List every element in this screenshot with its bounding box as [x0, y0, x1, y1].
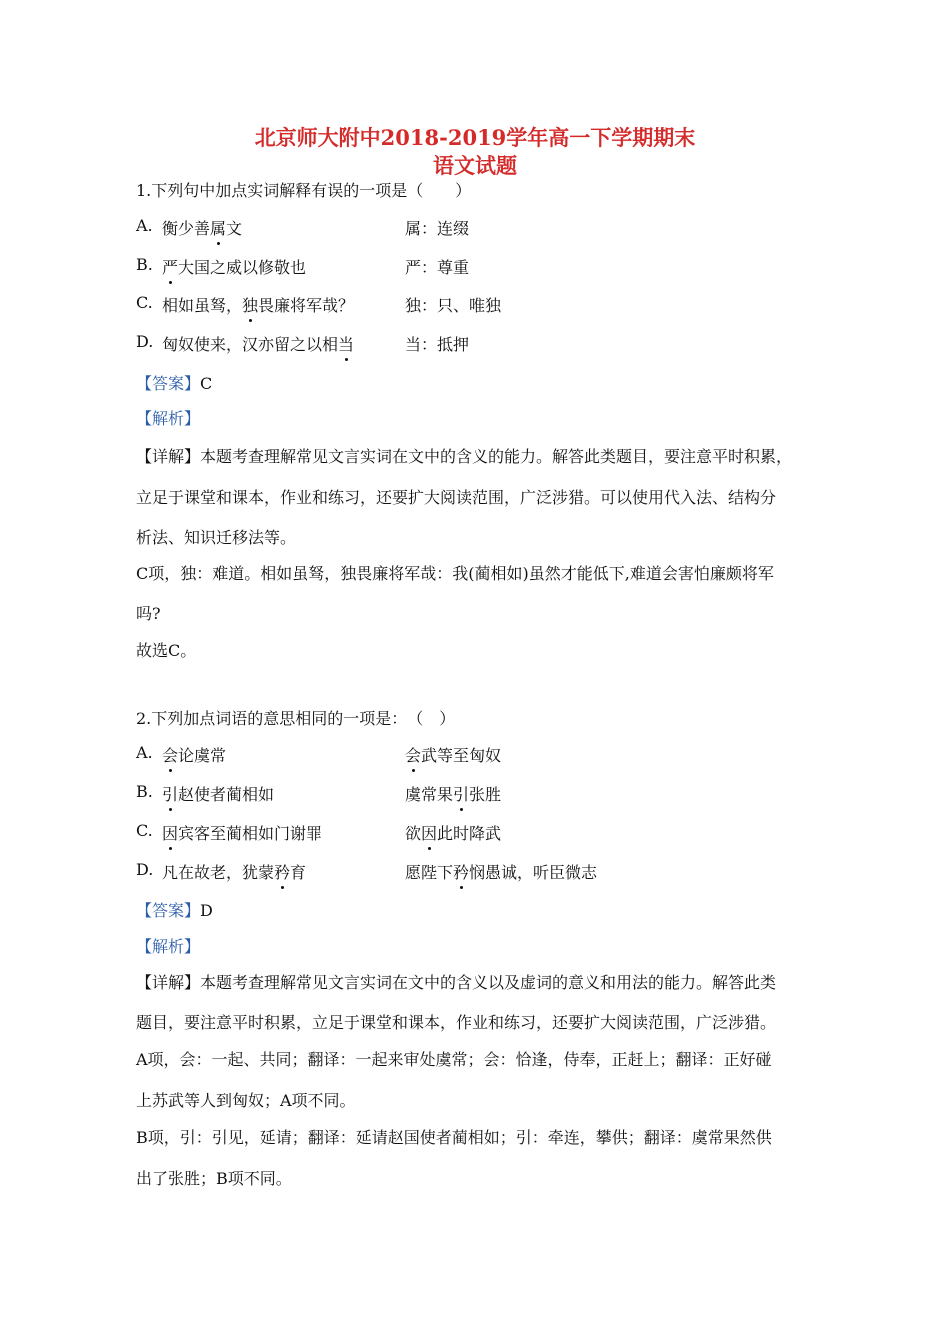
doc-subtitle: 语文试题 — [433, 153, 517, 178]
q1-option-b-text — [162, 255, 306, 278]
q2-option-d-right-post: 悯愚诚，听臣微志 — [469, 863, 598, 882]
q2-option-c-label: C. — [136, 821, 153, 840]
q1-explain-line-1: C项，独：难道。相如虽驽，独畏廉将军哉：我(蔺相如)虽然才能低下,难道会害怕廉颇将军 — [136, 564, 774, 583]
q2-explain-line-2: 上苏武等人到匈奴；A项不同。 — [136, 1091, 356, 1110]
q1-option-b-gloss: 严：尊重 — [405, 258, 470, 277]
q1-detail-text-1: 本题考查理解常见文言实词在文中的含义的能力。解答此类题目，要注意平时积累， — [200, 447, 793, 466]
q1-option-a-label: A. — [136, 216, 153, 235]
q2-option-a-left-dotted: 会 — [162, 743, 178, 766]
q2-option-a-right-dotted: 会 — [405, 743, 421, 766]
q1-option-a-pre: 衡少善 — [162, 219, 211, 238]
q1-option-c-pre: 相如虽驽， — [162, 296, 243, 315]
q2-option-a-right — [405, 743, 501, 766]
q2-option-d-right-pre: 愿陛下 — [405, 863, 454, 882]
q1-option-c-label: C. — [136, 293, 153, 312]
q2-option-c-right-pre: 欲 — [405, 824, 422, 843]
q2-answer — [136, 898, 213, 921]
q1-option-d-label: D. — [136, 332, 154, 351]
q2-option-c-left-post: 宾客至蔺相如门谢罪 — [178, 824, 323, 843]
q2-option-b-right — [405, 782, 501, 805]
q2-option-c-right-dotted: 因 — [421, 821, 437, 844]
q2-option-c-left — [162, 821, 322, 844]
q1-option-a-dotted-word: 属 — [210, 216, 226, 239]
q1-option-d-gloss: 当：抵押 — [405, 335, 470, 354]
q1-answer — [136, 371, 212, 394]
q2-option-d-label: D. — [136, 860, 154, 879]
q2-option-b-left-post: 赵使者蔺相如 — [178, 785, 275, 804]
q1-option-a-post: 文 — [226, 219, 243, 238]
q2-detail-line-2: 题目，要注意平时积累，立足于课堂和课本，作业和练习，还要扩大阅读范围，广泛涉猎。 — [136, 1013, 777, 1032]
q1-option-b-dotted-word: 严 — [162, 255, 178, 278]
q2-answer-value: D — [200, 901, 213, 920]
q2-option-b-right-post: 张胜 — [469, 785, 502, 804]
q1-analysis-tag: 【解析】 — [136, 409, 201, 428]
q1-option-c-text — [162, 293, 354, 316]
q2-detail-tag: 【详解】 — [136, 973, 201, 992]
q1-option-a-text — [162, 216, 242, 239]
q1-detail-line-3: 析法、知识迁移法等。 — [136, 528, 297, 547]
q1-answer-tag: 【答案】 — [136, 374, 201, 393]
q2-option-d-left-dotted: 矜 — [274, 860, 290, 883]
q2-option-a-right-post: 武等至匈奴 — [421, 746, 502, 765]
q1-detail-line-1 — [136, 444, 792, 467]
q2-option-a-left — [162, 743, 226, 766]
q2-option-b-label: B. — [136, 782, 153, 801]
q2-answer-tag: 【答案】 — [136, 901, 201, 920]
q1-option-b-label: B. — [136, 255, 153, 274]
q2-stem: 2.下列加点词语的意思相同的一项是： （ ） — [136, 709, 456, 728]
q1-option-d-dotted-word: 当 — [338, 332, 354, 355]
q2-option-c-left-dotted: 因 — [162, 821, 178, 844]
q2-option-b-right-pre: 虞常果 — [405, 785, 454, 804]
q1-option-c-gloss: 独：只、唯独 — [405, 296, 502, 315]
q1-option-d-text — [162, 332, 354, 355]
q2-option-b-left-dotted: 引 — [162, 782, 178, 805]
q1-detail-tag: 【详解】 — [136, 447, 201, 466]
q1-detail-line-2: 立足于课堂和课本，作业和练习，还要扩大阅读范围，广泛涉猎。可以使用代入法、结构分 — [136, 488, 777, 507]
q2-option-d-right-dotted: 矜 — [453, 860, 469, 883]
doc-title: 北京师大附中2018-2019学年高一下学期期末 — [254, 125, 696, 150]
q1-option-c-dotted-word: 独 — [242, 293, 258, 316]
q2-option-c-right — [405, 821, 501, 844]
q2-option-d-left-pre: 凡在故老，犹蒙 — [162, 863, 275, 882]
q1-explain-line-2: 吗? — [136, 604, 161, 623]
q1-option-a-gloss: 属：连缀 — [405, 219, 470, 238]
q2-explain-line-4: 出了张胜；B项不同。 — [136, 1169, 292, 1188]
q2-option-d-right — [405, 860, 597, 883]
q2-option-c-right-post: 此时降武 — [437, 824, 502, 843]
q2-detail-line-1 — [136, 970, 776, 993]
q1-answer-value: C — [200, 374, 213, 393]
q2-option-d-left-post: 育 — [290, 863, 307, 882]
q2-explain-line-1: A项，会：一起、共同；翻译：一起来审处虞常；会：恰逢，侍奉，正赶上；翻译：正好碰 — [136, 1050, 772, 1069]
q2-analysis-tag: 【解析】 — [136, 937, 201, 956]
q2-option-a-left-post: 论虞常 — [178, 746, 227, 765]
q2-option-d-left — [162, 860, 306, 883]
q1-option-b-post: 大国之威以修敬也 — [178, 258, 307, 277]
q1-option-d-pre: 匈奴使来，汉亦留之以相 — [162, 335, 339, 354]
q1-option-c-post: 畏廉将军哉？ — [258, 296, 355, 315]
q2-option-a-label: A. — [136, 743, 153, 762]
q2-detail-text-1: 本题考查理解常见文言实词在文中的含义以及虚词的意义和用法的能力。解答此类 — [200, 973, 777, 992]
q2-explain-line-3: B项，引：引见，延请；翻译：延请赵国使者蔺相如；引：牵连，攀供；翻译：虞常果然供 — [136, 1128, 772, 1147]
q2-option-b-right-dotted: 引 — [453, 782, 469, 805]
q1-stem: 1.下列句中加点实词解释有误的一项是（ ） — [136, 181, 472, 200]
q1-explain-line-3: 故选C。 — [136, 641, 197, 660]
q2-option-b-left — [162, 782, 274, 805]
